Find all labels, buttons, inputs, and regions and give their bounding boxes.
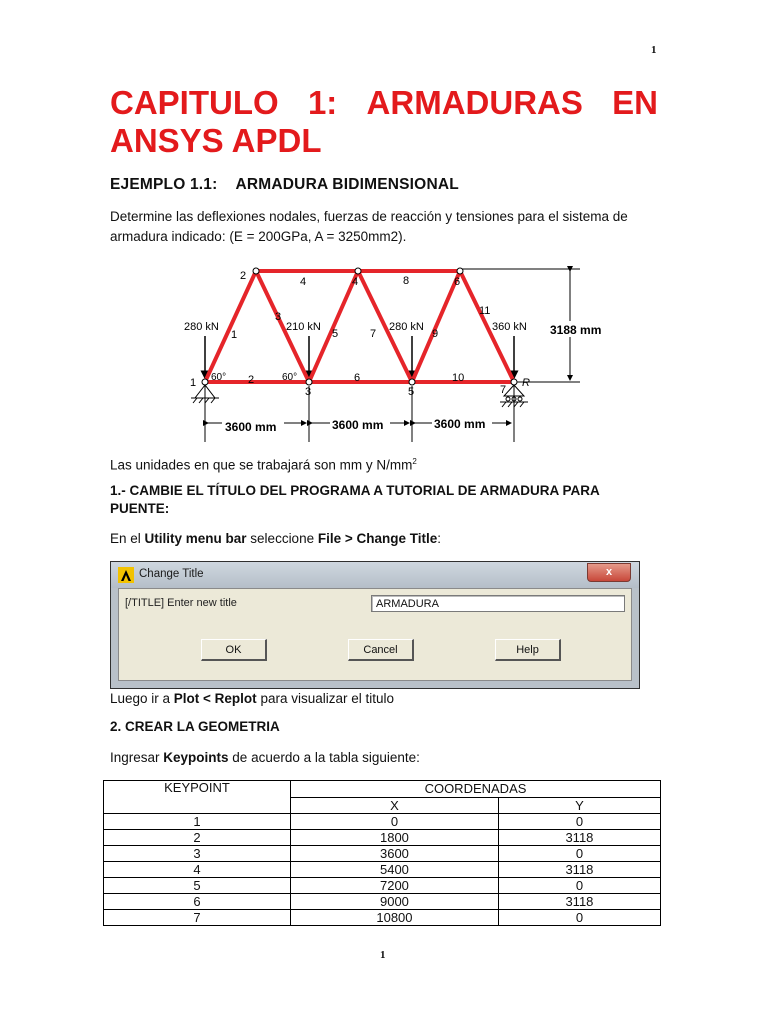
example-heading: [110, 176, 459, 194]
menu-path: File > Change Title: [317, 531, 438, 546]
node-label: 4: [352, 276, 359, 288]
title-prompt-label: [/TITLE] Enter new title: [125, 597, 237, 609]
column-header-y: Y: [498, 798, 660, 814]
height-dimension: 3188 mm: [550, 323, 602, 337]
units-note: [110, 452, 662, 476]
keypoint-cell: 3: [104, 846, 291, 862]
keypoint-cell: 7: [104, 910, 291, 926]
x-cell: 1800: [291, 830, 499, 846]
dialog-title: Change Title: [139, 568, 204, 580]
y-cell: 3118: [498, 894, 660, 910]
dialog-titlebar[interactable]: [111, 562, 639, 588]
element-label: 7: [370, 328, 377, 340]
chapter-title-line2: ANSYS APDL: [110, 122, 322, 159]
angle-label: 60°: [211, 372, 227, 383]
node-label: 2: [240, 270, 247, 282]
node-label: 7: [500, 384, 507, 396]
element-label: 6: [354, 372, 361, 384]
keypoint-cell: 5: [104, 878, 291, 894]
y-cell: 0: [498, 910, 660, 926]
element-label: 1: [231, 329, 238, 341]
table-row: [104, 878, 661, 894]
step2-heading: 2. CREAR LA GEOMETRIA: [110, 719, 280, 734]
element-label: 8: [403, 275, 410, 287]
span-dimension: 3600 mm: [225, 420, 277, 434]
element-label: 2: [248, 374, 255, 386]
y-cell: 0: [498, 878, 660, 894]
keypoint-cell: 4: [104, 862, 291, 878]
span-dimension: 3600 mm: [434, 417, 486, 431]
x-cell: 7200: [291, 878, 499, 894]
x-cell: 3600: [291, 846, 499, 862]
keypoint-cell: 6: [104, 894, 291, 910]
element-label: 9: [432, 328, 439, 340]
step1-heading: 1.- CAMBIE EL TÍTULO DEL PROGRAMA A TUTORIAL DE ARMADURA PARA PUENTE:: [110, 483, 600, 516]
keypoints-instruction: [110, 748, 662, 768]
y-cell: 0: [498, 846, 660, 862]
node-label: 1: [190, 377, 197, 389]
column-header-coordinates: COORDENADAS: [291, 781, 661, 798]
plot-replot-term: Plot < Replot: [173, 691, 257, 706]
keypoint-cell: 1: [104, 814, 291, 830]
table-row: [104, 846, 661, 862]
title-input[interactable]: ARMADURA: [371, 595, 625, 612]
keypoints-table: [103, 780, 661, 926]
table-row: [104, 830, 661, 846]
x-cell: 10800: [291, 910, 499, 926]
text-run: En el: [110, 531, 145, 546]
chapter-word: CAPITULO: [110, 84, 279, 121]
x-cell: 9000: [291, 894, 499, 910]
ansys-logo-icon: [118, 567, 134, 583]
element-label: 5: [332, 328, 339, 340]
element-label: 4: [300, 276, 307, 288]
y-cell: 0: [498, 814, 660, 830]
y-cell: 3118: [498, 862, 660, 878]
text-run: de acuerdo a la tabla siguiente:: [228, 750, 420, 765]
keypoints-term: Keypoints: [163, 750, 229, 765]
units-text: Las unidades en que se trabajará son mm y N/mm: [110, 457, 413, 473]
x-cell: 5400: [291, 862, 499, 878]
text-run: Luego ir a: [110, 691, 174, 706]
example-label: EJEMPLO 1.1:: [110, 176, 218, 193]
replot-instruction: [110, 689, 662, 709]
truss-figure: [178, 258, 618, 448]
dialog-body: [118, 588, 632, 681]
page-number-top: 1: [651, 44, 657, 56]
node-label: 5: [408, 386, 415, 398]
table-row: [104, 910, 661, 926]
text-run: seleccione: [246, 531, 318, 546]
intro-paragraph: Determine las deflexiones nodales, fuerzas de reacción y tensiones para el sistema de armadura indicado: (E = 200GPa, A = 3250mm2).: [110, 209, 628, 244]
table-row: [104, 814, 661, 830]
utility-menu-bar-term: Utility menu bar: [144, 531, 247, 546]
load-label: 210 kN: [286, 321, 321, 333]
page-number-bottom: 1: [380, 949, 386, 961]
text-run: para visualizar el titulo: [256, 691, 395, 706]
ok-button[interactable]: OK: [201, 639, 267, 661]
supports: [191, 385, 528, 407]
cancel-button[interactable]: Cancel: [348, 639, 414, 661]
example-title: ARMADURA BIDIMENSIONAL: [235, 176, 459, 193]
element-label: 11: [479, 305, 491, 317]
node-label: 3: [305, 386, 312, 398]
element-label: 10: [452, 372, 465, 384]
menu-instruction: [110, 529, 662, 549]
truss-members: [205, 271, 514, 382]
load-label: 360 kN: [492, 321, 527, 333]
angle-label: 60°: [282, 372, 298, 383]
chapter-word: EN: [612, 84, 658, 121]
table-row: [104, 894, 661, 910]
chapter-title: [110, 84, 658, 160]
text-run: Ingresar: [110, 750, 164, 765]
chapter-word: 1:: [307, 84, 338, 121]
x-cell: 0: [291, 814, 499, 830]
help-button[interactable]: Help: [495, 639, 561, 661]
y-cell: 3118: [498, 830, 660, 846]
keypoint-cell: 2: [104, 830, 291, 846]
column-header-keypoint: KEYPOINT: [104, 781, 291, 814]
column-header-x: X: [291, 798, 499, 814]
close-button[interactable]: x: [587, 563, 631, 582]
change-title-dialog: [110, 561, 640, 689]
text-run: :: [437, 531, 442, 546]
load-label: 280 kN: [389, 321, 424, 333]
element-label: 3: [275, 311, 282, 323]
node-label: 6: [454, 276, 461, 288]
span-dimension: 3600 mm: [332, 418, 384, 432]
reaction-label: R: [522, 377, 530, 389]
table-row: [104, 862, 661, 878]
chapter-word: ARMADURAS: [366, 84, 583, 121]
load-label: 280 kN: [184, 321, 219, 333]
units-sup: 2: [412, 457, 417, 466]
